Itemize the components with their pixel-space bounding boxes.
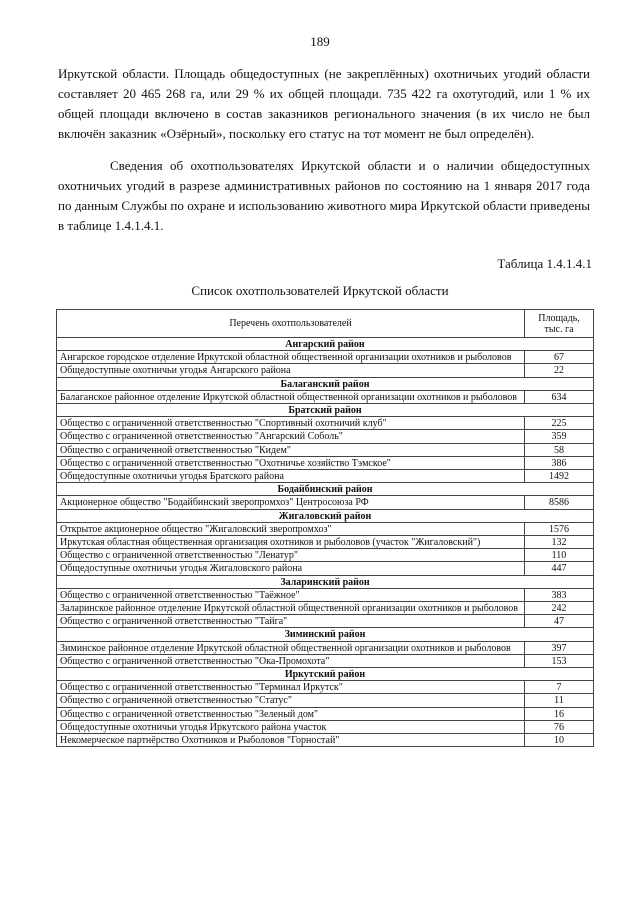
user-name-cell: Общество с ограниченной ответственностью "Ока-Промохота" xyxy=(57,654,525,667)
user-name-cell: Общедоступные охотничьи угодья Иркутского района участок xyxy=(57,720,525,733)
user-name-cell: Общество с ограниченной ответственностью "Охотничье хозяйство Тэмское" xyxy=(57,456,525,469)
area-cell: 397 xyxy=(525,641,594,654)
district-row xyxy=(57,404,594,417)
user-name-cell: Общество с ограниченной ответственностью "Зеленый дом" xyxy=(57,707,525,720)
district-name: Братский район xyxy=(57,404,594,417)
user-name-cell: Ангарское городское отделение Иркутской областной общественной организации охотников и рыболовов xyxy=(57,351,525,364)
table-row xyxy=(57,456,594,469)
area-cell: 359 xyxy=(525,430,594,443)
table-body xyxy=(57,338,594,747)
table-row xyxy=(57,694,594,707)
table-row xyxy=(57,602,594,615)
area-cell: 16 xyxy=(525,707,594,720)
area-cell: 1492 xyxy=(525,470,594,483)
table-row xyxy=(57,536,594,549)
paragraph-1: Иркутской области. Площадь общедоступных (не закреплённых) охотничьих угодий области составляет 20 465 268 га, или 29 % их общей площади. 735 422 га охотугодий, или 1 % их общей площади включено в состав заказников регионального значения (в их число не был включён заказник «Озёрный», поскольку его статус на тот момент не был определён). xyxy=(58,66,590,141)
user-name-cell: Общество с ограниченной ответственностью "Терминал Иркутск" xyxy=(57,681,525,694)
table-row xyxy=(57,734,594,747)
user-name-cell: Общедоступные охотничьи угодья Братского района xyxy=(57,470,525,483)
table-row xyxy=(57,364,594,377)
area-cell: 8586 xyxy=(525,496,594,509)
table-row xyxy=(57,351,594,364)
user-name-cell: Заларинское районное отделение Иркутской областной общественной организации охотников и рыболовов xyxy=(57,602,525,615)
district-name: Жигаловский район xyxy=(57,509,594,522)
user-name-cell: Общество с ограниченной ответственностью "Статус" xyxy=(57,694,525,707)
header-area: Площадь, тыс. га xyxy=(525,310,594,338)
table-row xyxy=(57,654,594,667)
area-cell: 1576 xyxy=(525,522,594,535)
area-cell: 10 xyxy=(525,734,594,747)
user-name-cell: Некомерческое партнёрство Охотников и Рыболовов "Горностай" xyxy=(57,734,525,747)
table-row xyxy=(57,522,594,535)
hunters-table xyxy=(56,309,594,747)
area-cell: 11 xyxy=(525,694,594,707)
table-row xyxy=(57,641,594,654)
table-row xyxy=(57,496,594,509)
page-number: 189 xyxy=(310,34,330,49)
user-name-cell: Иркутская областная общественная организация охотников и рыболовов (участок "Жигаловский") xyxy=(57,536,525,549)
area-cell: 383 xyxy=(525,588,594,601)
table-row xyxy=(57,681,594,694)
district-row xyxy=(57,377,594,390)
area-cell: 634 xyxy=(525,390,594,403)
table-row xyxy=(57,720,594,733)
district-name: Заларинский район xyxy=(57,575,594,588)
district-name: Иркутский район xyxy=(57,668,594,681)
area-cell: 58 xyxy=(525,443,594,456)
district-name: Бодайбинский район xyxy=(57,483,594,496)
area-cell: 7 xyxy=(525,681,594,694)
area-cell: 22 xyxy=(525,364,594,377)
district-row xyxy=(57,509,594,522)
paragraph-2: Сведения об охотпользователях Иркутской области и о наличии общедоступных охотничьих угодий в разрезе административных районов по состоянию на 1 января 2017 года по данным Службы по охране и использованию животного мира Иркутской области приведены в таблице 1.4.1.4.1. xyxy=(58,158,590,233)
area-cell: 447 xyxy=(525,562,594,575)
area-cell: 242 xyxy=(525,602,594,615)
table-row xyxy=(57,707,594,720)
table-row xyxy=(57,430,594,443)
user-name-cell: Открытое акционерное общество "Жигаловский зверопромхоз" xyxy=(57,522,525,535)
table-row xyxy=(57,390,594,403)
table-row xyxy=(57,549,594,562)
district-name: Ангарский район xyxy=(57,338,594,351)
area-cell: 132 xyxy=(525,536,594,549)
district-row xyxy=(57,483,594,496)
table-row xyxy=(57,443,594,456)
table-title: Список охотпользователей Иркутской области xyxy=(191,283,449,298)
user-name-cell: Общество с ограниченной ответственностью "Спортивный охотничий клуб" xyxy=(57,417,525,430)
area-cell: 76 xyxy=(525,720,594,733)
user-name-cell: Общество с ограниченной ответственностью "Ангарский Соболь" xyxy=(57,430,525,443)
district-row xyxy=(57,628,594,641)
table-row xyxy=(57,417,594,430)
header-name: Перечень охотпользователей xyxy=(57,310,525,338)
user-name-cell: Зиминское районное отделение Иркутской областной общественной организации охотников и рыболовов xyxy=(57,641,525,654)
user-name-cell: Акционерное общество "Бодайбинский зверопромхоз" Центросоюза РФ xyxy=(57,496,525,509)
user-name-cell: Общество с ограниченной ответственностью "Таёжное" xyxy=(57,588,525,601)
table-row xyxy=(57,588,594,601)
table-row xyxy=(57,470,594,483)
area-cell: 153 xyxy=(525,654,594,667)
user-name-cell: Общедоступные охотничьи угодья Ангарского района xyxy=(57,364,525,377)
user-name-cell: Балаганское районное отделение Иркутской областной общественной организации охотников и рыболовов xyxy=(57,390,525,403)
area-cell: 386 xyxy=(525,456,594,469)
user-name-cell: Общество с ограниченной ответственностью "Кидем" xyxy=(57,443,525,456)
district-name: Балаганский район xyxy=(57,377,594,390)
table-row xyxy=(57,615,594,628)
district-row xyxy=(57,338,594,351)
area-cell: 110 xyxy=(525,549,594,562)
user-name-cell: Общество с ограниченной ответственностью "Ленатур" xyxy=(57,549,525,562)
table-label: Таблица 1.4.1.4.1 xyxy=(497,256,592,271)
district-name: Зиминский район xyxy=(57,628,594,641)
table-header-row xyxy=(57,310,594,338)
table-row xyxy=(57,562,594,575)
area-cell: 225 xyxy=(525,417,594,430)
district-row xyxy=(57,668,594,681)
area-cell: 47 xyxy=(525,615,594,628)
user-name-cell: Общедоступные охотничьи угодья Жигаловского района xyxy=(57,562,525,575)
user-name-cell: Общество с ограниченной ответственностью "Тайга" xyxy=(57,615,525,628)
district-row xyxy=(57,575,594,588)
area-cell: 67 xyxy=(525,351,594,364)
